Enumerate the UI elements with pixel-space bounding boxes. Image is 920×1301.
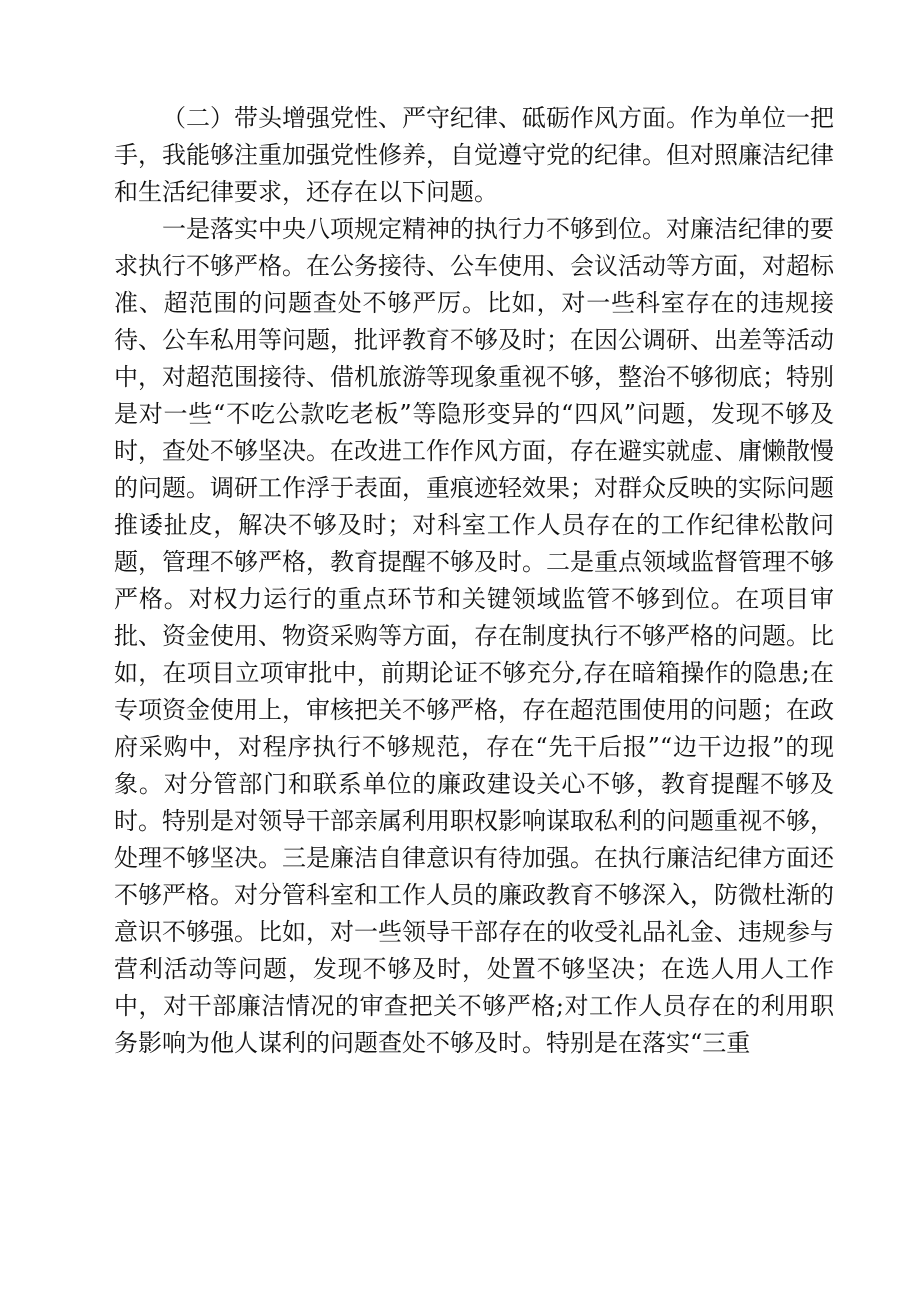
paragraph-section-intro: （二）带头增强党性、严守纪律、砥砺作风方面。作为单位一把手，我能够注重加强党性修养，自觉遵守党的纪律。但对照廉洁纪律和生活纪律要求，还存在以下问题。 [114,104,834,206]
paragraph-problems-list: 一是落实中央八项规定精神的执行力不够到位。对廉洁纪律的要求执行不够严格。在公务接待、公车使用、会议活动等方面，对超标准、超范围的问题查处不够严厉。比如，对一些科室存在的违规接待、公车私用等问题，批评教育不够及时；在因公调研、出差等活动中，对超范围接待、借机旅游等现象重视不够，整治不够彻底；特别是对一些“不吃公款吃老板”等隐形变异的“四风”问题，发现不够及时，查处不够坚决。在改进工作作风方面，存在避实就虚、庸懒散慢的问题。调研工作浮于表面，重痕迹轻效果；对群众反映的实际问题推诿扯皮，解决不够及时；对科室工作人员存在的工作纪律松散问题，管理不够严格，教育提醒不够及时。二是重点领域监督管理不够严格。对权力运行的重点环节和关键领域监管不够到位。在项目审批、资金使用、物资采购等方面，存在制度执行不够严格的问题。比如，在项目立项审批中，前期论证不够充分,存在暗箱操作的隐患;在专项资金使用上，审核把关不够严格，存在超范围使用的问题；在政府采购中，对程序执行不够规范，存在“先干后报”“边干边报”的现象。对分管部门和联系单位的廉政建设关心不够，教育提醒不够及时。特别是对领导干部亲属利用职权影响谋取私利的问题重视不够，处理不够坚决。三是廉洁自律意识有待加强。在执行廉洁纪律方面还不够严格。对分管科室和工作人员的廉政教育不够深入，防微杜渐的意识不够强。比如，对一些领导干部存在的收受礼品礼金、违规参与营利活动等问题，发现不够及时，处置不够坚决；在选人用人工作中，对干部廉洁情况的审查把关不够严格;对工作人员存在的利用职务影响为他人谋利的问题查处不够及时。特别是在落实“三重 [114,215,834,1057]
document-body [114,100,834,1062]
